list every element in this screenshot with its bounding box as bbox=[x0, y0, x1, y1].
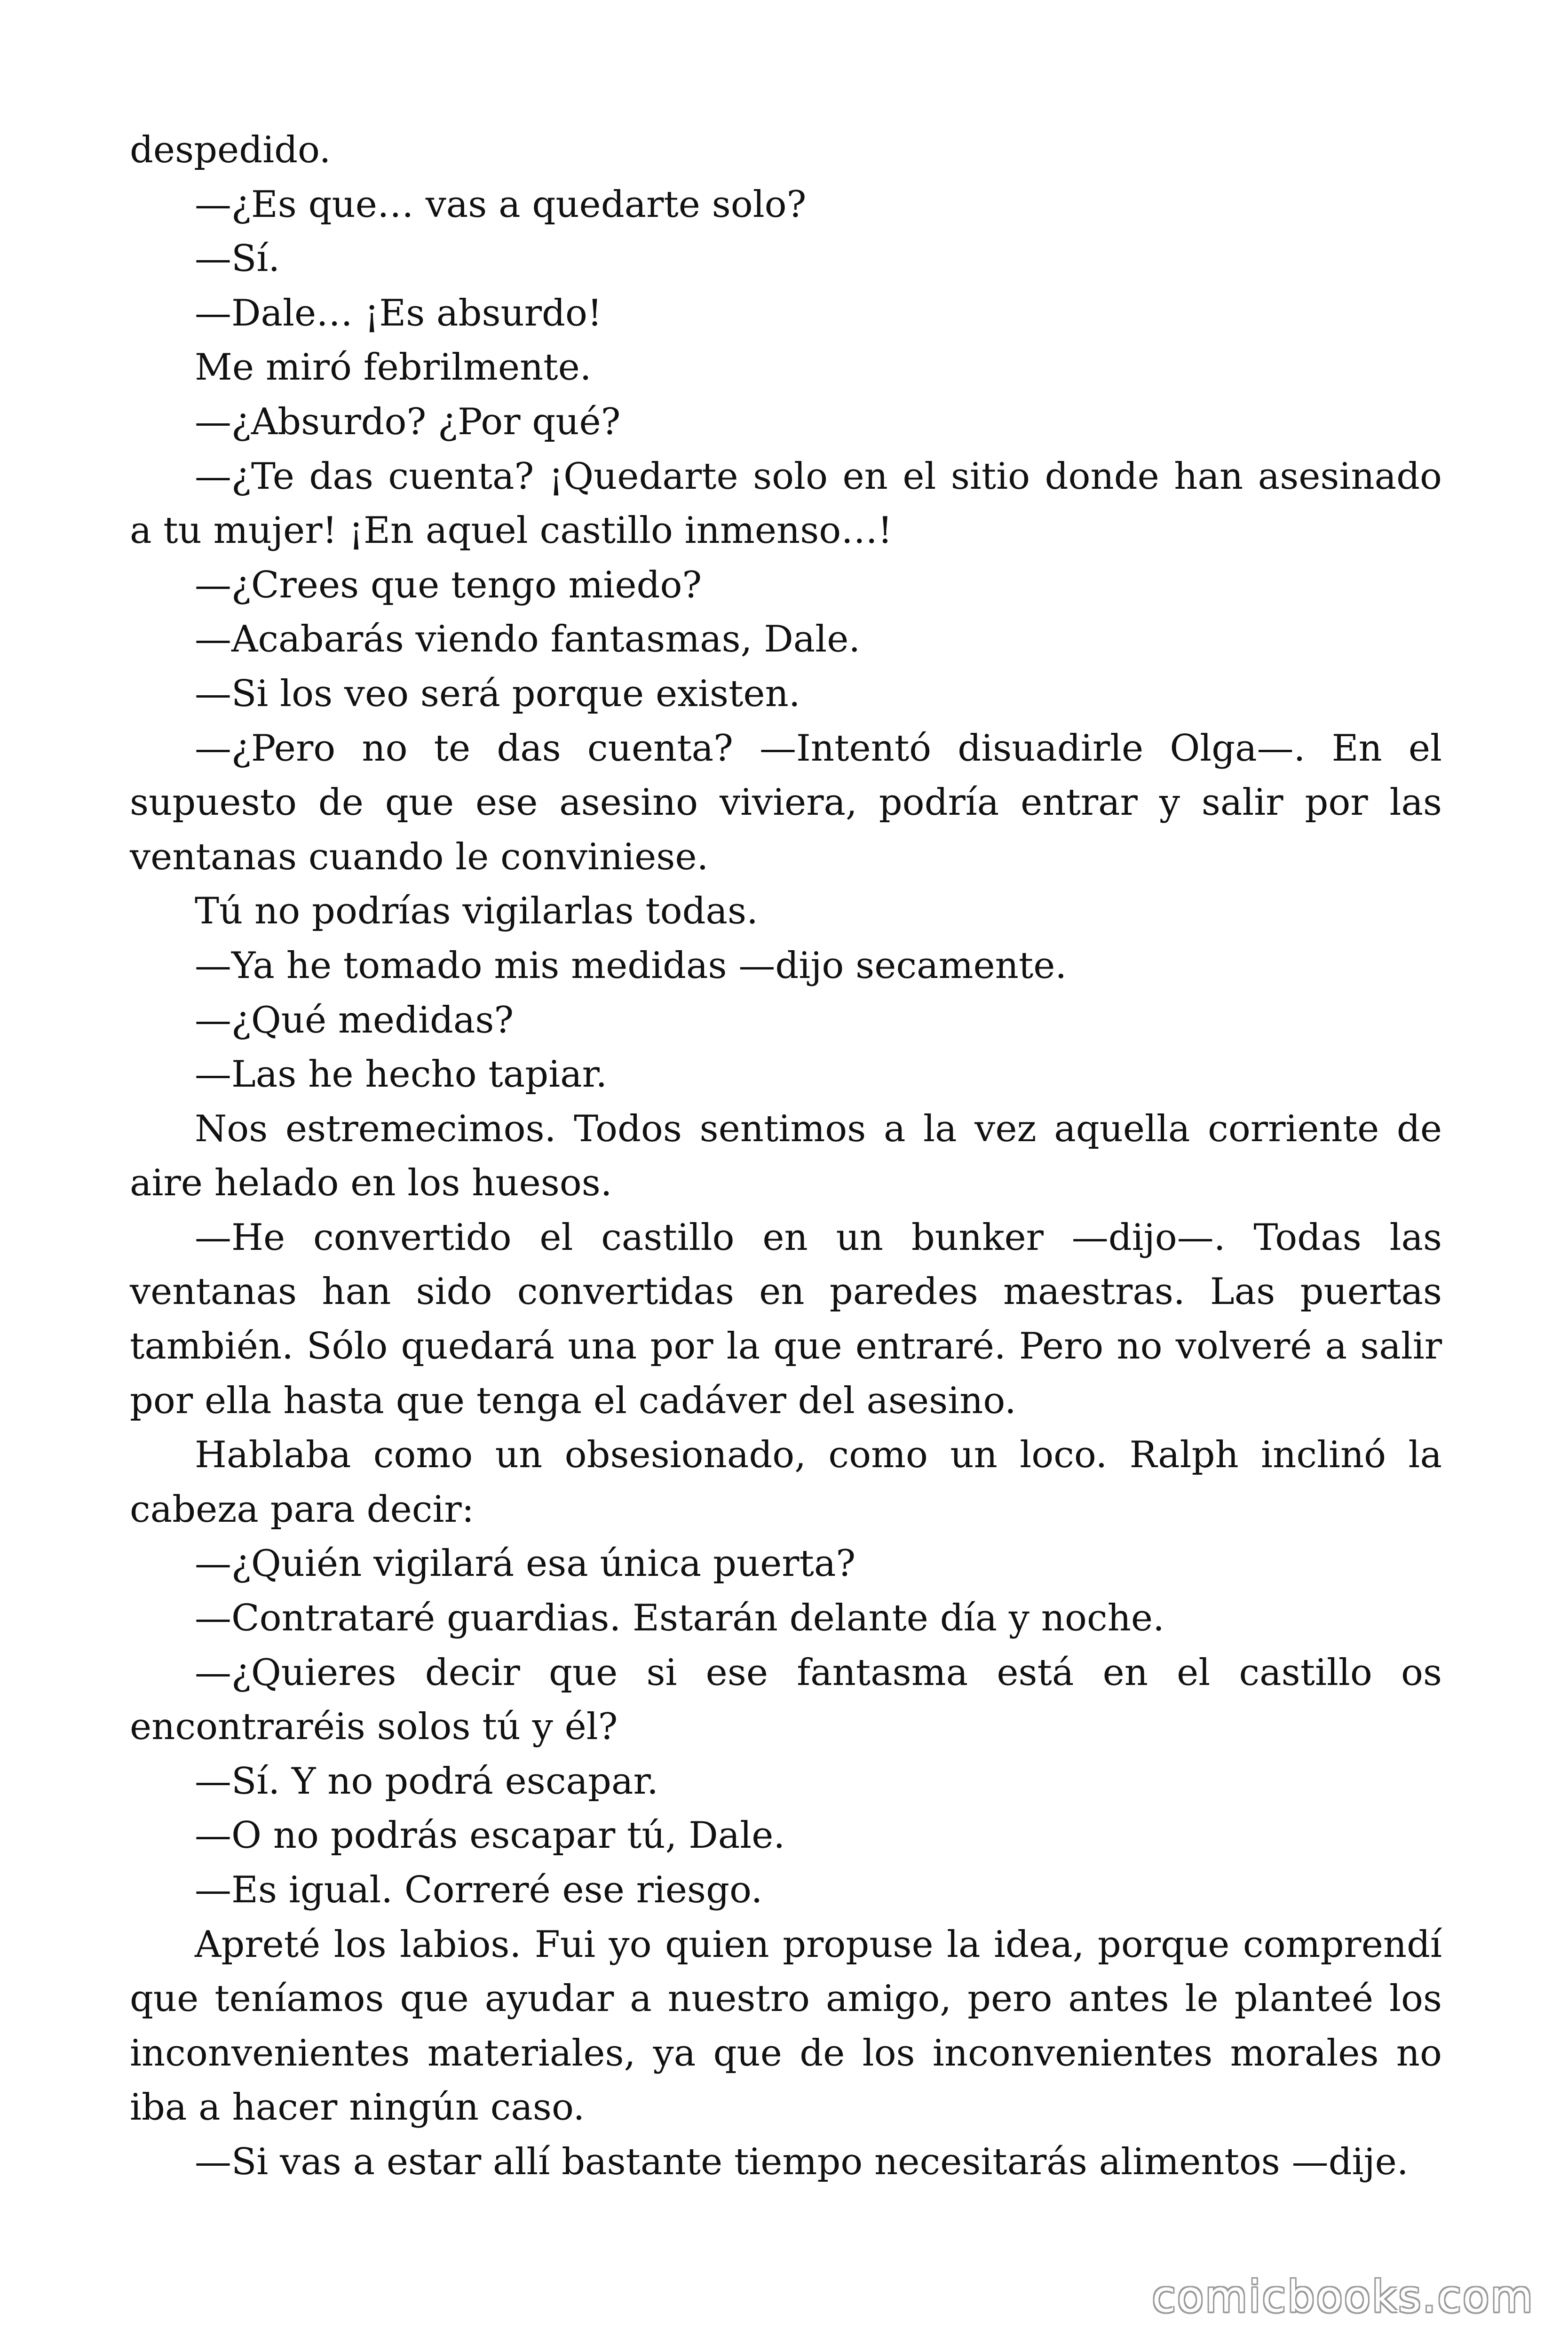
paragraph: —¿Quieres decir que si ese fantasma está en el castillo os encontraréis solos tú y él? bbox=[130, 1651, 1442, 1748]
paragraph: —Contrataré guardias. Estarán delante día y noche. bbox=[195, 1597, 1164, 1640]
paragraph: Hablaba como un obsesionado, como un loco. Ralph inclinó la cabeza para decir: bbox=[130, 1434, 1442, 1531]
paragraph: Me miró febrilmente. bbox=[195, 346, 592, 389]
paragraph: despedido. bbox=[130, 129, 331, 171]
paragraph: —¿Crees que tengo miedo? bbox=[195, 564, 702, 606]
paragraph: —Dale… ¡Es absurdo! bbox=[195, 292, 602, 334]
paragraph: —¿Absurdo? ¿Por qué? bbox=[195, 400, 621, 443]
page-body-text bbox=[130, 123, 1442, 2190]
paragraph: —¿Qué medidas? bbox=[195, 999, 514, 1041]
paragraph: —Acabarás viendo fantasmas, Dale. bbox=[195, 618, 861, 661]
paragraph: —¿Quién vigilará esa única puerta? bbox=[195, 1542, 856, 1585]
paragraph: Apreté los labios. Fui yo quien propuse la idea, porque comprendí que teníamos que ayudar a nuestro amigo, pero antes le planteé los inconvenientes materiales, ya que de los inconvenientes morales no iba a hacer ningún caso. bbox=[130, 1923, 1442, 2129]
paragraph: —O no podrás escapar tú, Dale. bbox=[195, 1814, 785, 1857]
paragraph: —Ya he tomado mis medidas —dijo secamente. bbox=[195, 944, 1067, 987]
paragraph: —¿Te das cuenta? ¡Quedarte solo en el sitio donde han asesinado a tu mujer! ¡En aquel castillo inmenso…! bbox=[130, 455, 1442, 552]
watermark-logo: comicbooks.com bbox=[1152, 2272, 1534, 2322]
paragraph: Tú no podrías vigilarlas todas. bbox=[195, 890, 758, 933]
paragraph: Nos estremecimos. Todos sentimos a la vez aquella corriente de aire helado en los huesos. bbox=[130, 1107, 1442, 1205]
paragraph: —¿Pero no te das cuenta? —Intentó disuadirle Olga—. En el supuesto de que ese asesino viviera, podría entrar y salir por las ventanas cuando le conviniese. bbox=[130, 727, 1442, 878]
paragraph: —Sí. Y no podrá escapar. bbox=[195, 1760, 658, 1803]
paragraph: —Sí. bbox=[195, 238, 280, 280]
paragraph: —Es igual. Correré ese riesgo. bbox=[195, 1869, 763, 1911]
paragraph: —Si los veo será porque existen. bbox=[195, 672, 800, 715]
paragraph: —¿Es que… vas a quedarte solo? bbox=[195, 183, 807, 226]
paragraph: —Si vas a estar allí bastante tiempo necesitarás alimentos —dije. bbox=[195, 2140, 1409, 2183]
paragraph: —He convertido el castillo en un bunker —dijo—. Todas las ventanas han sido convertidas en paredes maestras. Las puertas también. Sólo quedará una por la que entraré. Pero no volveré a salir por ella hasta que tenga el cadáver del asesino. bbox=[130, 1216, 1442, 1422]
paragraph: —Las he hecho tapiar. bbox=[195, 1053, 608, 1096]
